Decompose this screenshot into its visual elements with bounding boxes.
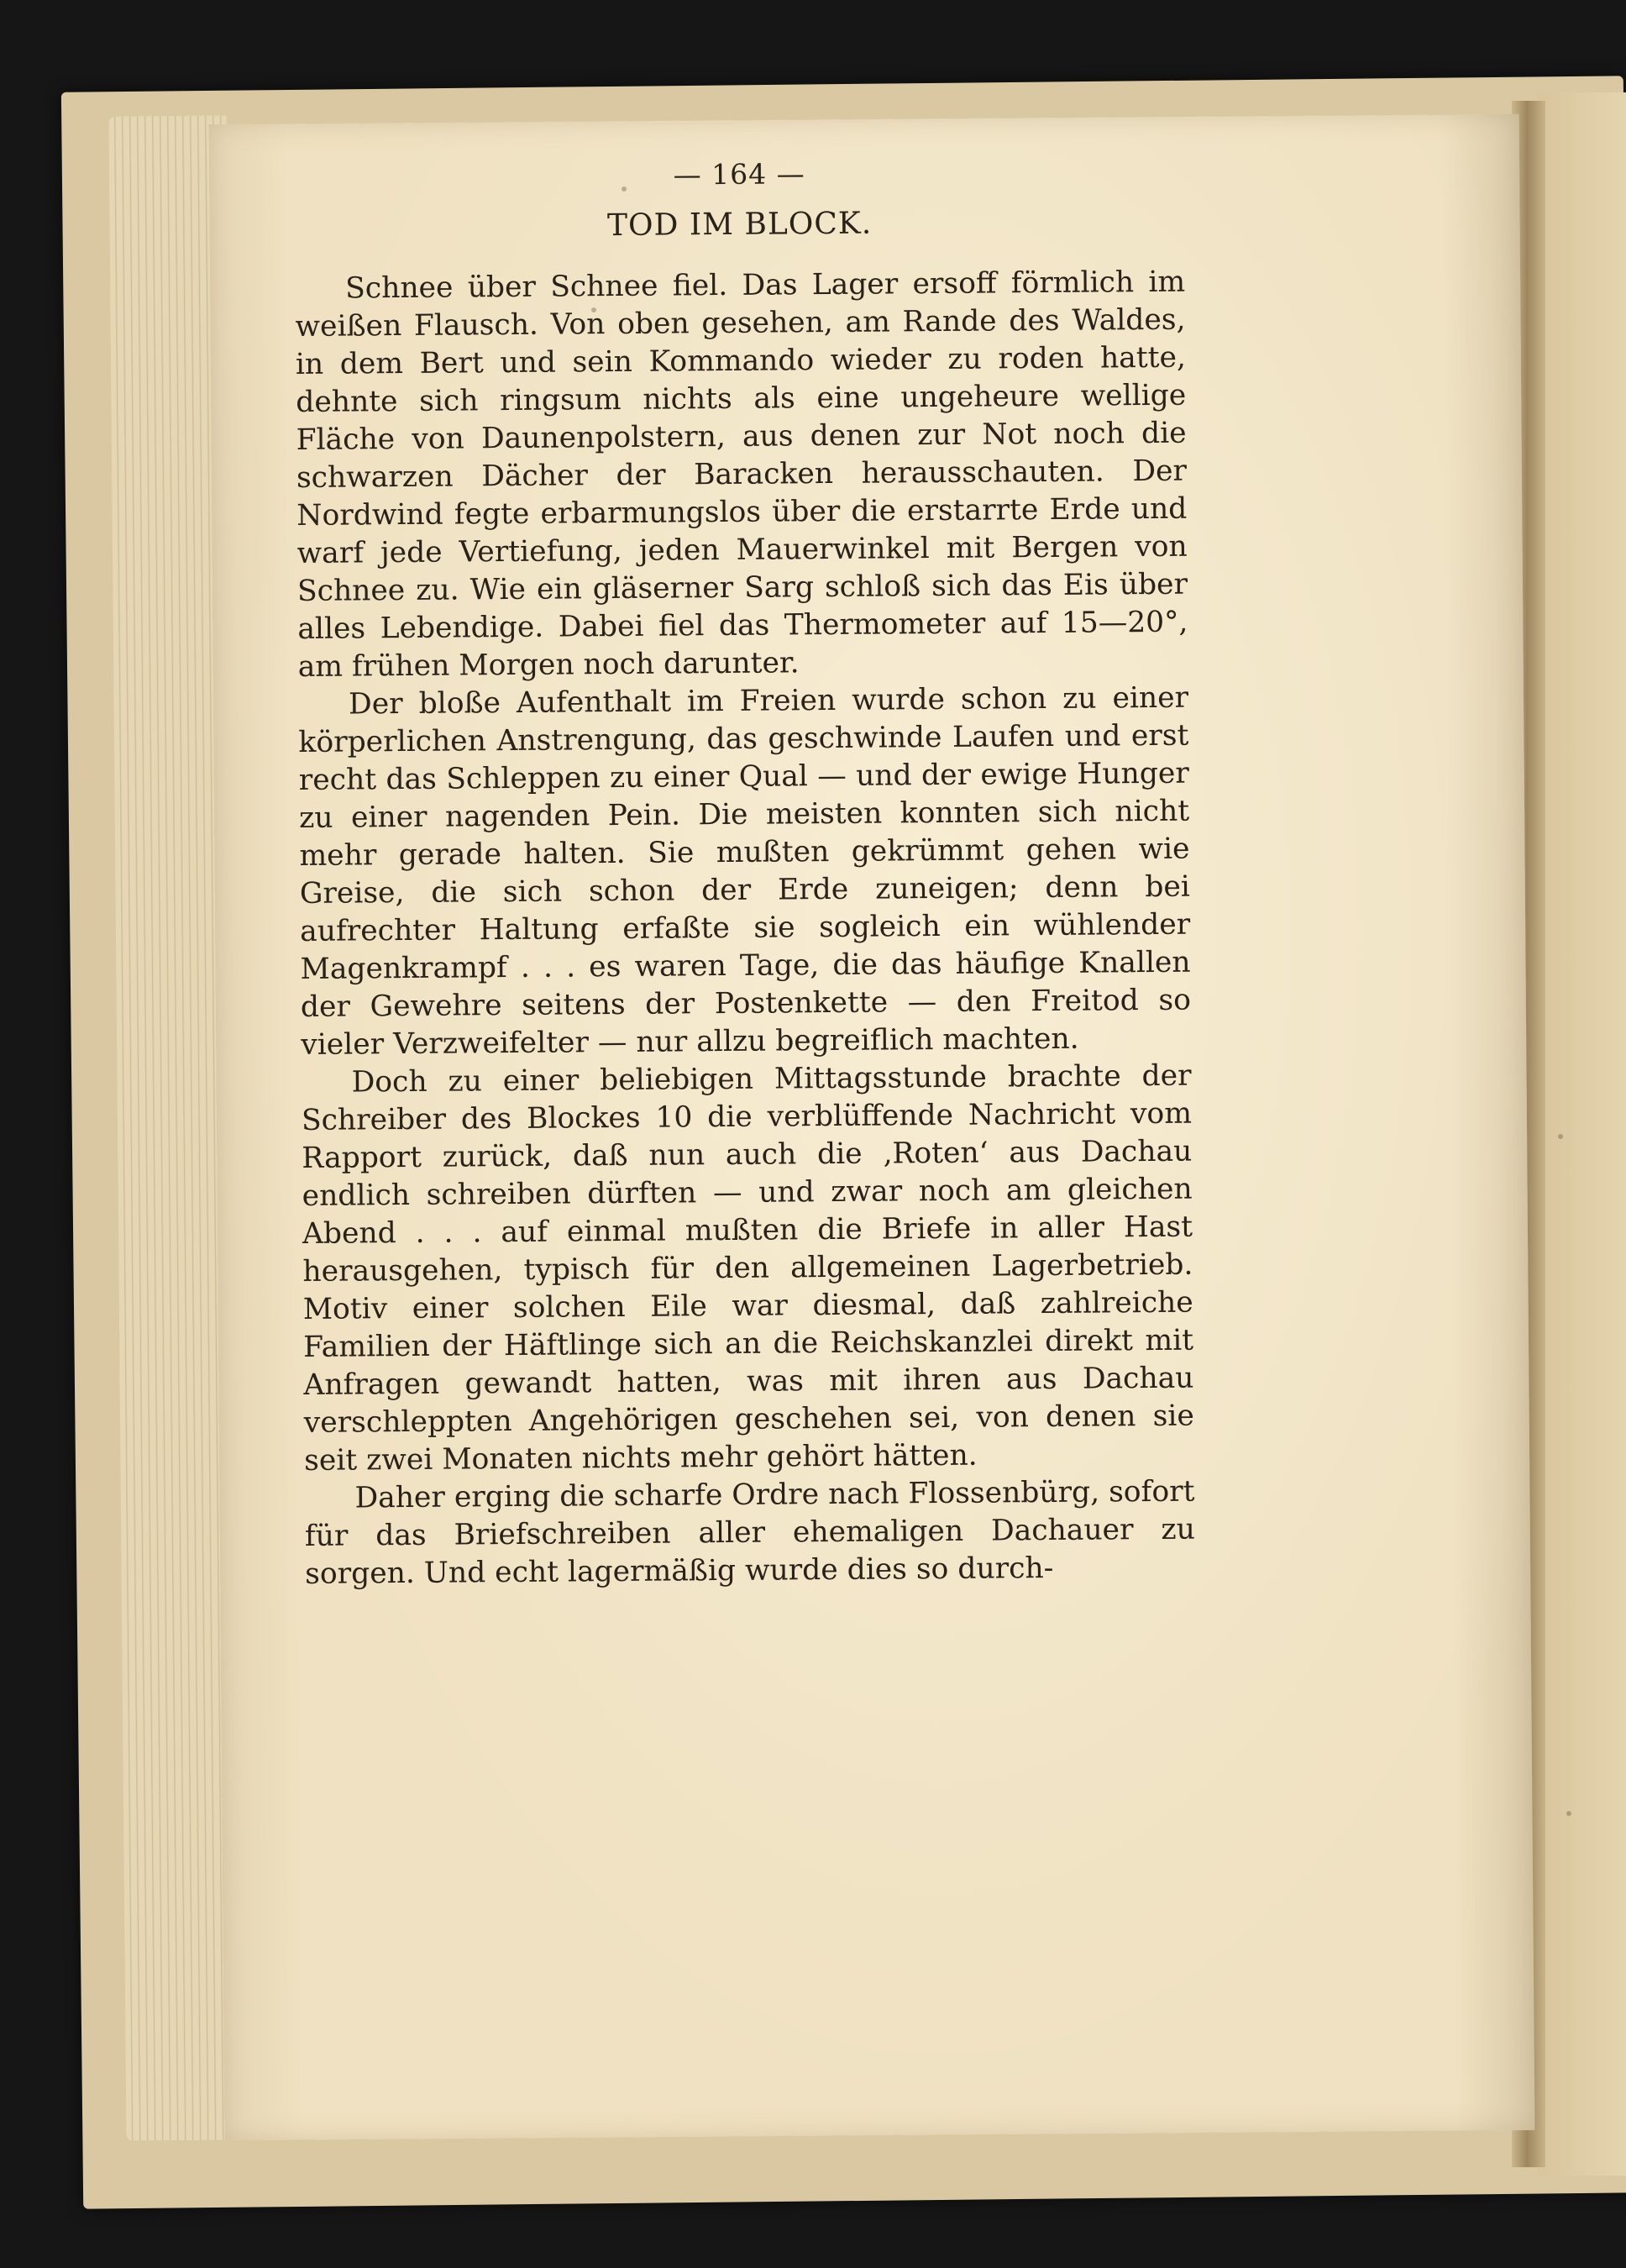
paragraph-2: Der bloße Aufenthalt im Freien wurde schon zu einer körperlichen Anstrengung, das geschwinde Laufen und erst recht das Schleppen zu einer Qual — und der ewige Hunger zu einer nagenden Pein. Die meisten konnten sich nicht mehr gerade halten. Sie mußten gekrümmt gehen wie Greise, die sich schon der Erde zuneigen; denn bei aufrechter Haltung erfaßte sie sogleich ein wühlender Magenkrampf . . . es waren Tage, die das häufige Knallen der Gewehre seitens der Postenkette — den Freitod so vieler Verzweifelter — nur allzu begreiflich machten. [298, 680, 1192, 1062]
paper-speck [1558, 1134, 1563, 1139]
paper-speck [1566, 1811, 1571, 1816]
paragraph-1: Schnee über Schnee fiel. Das Lager ersoff förmlich im weißen Flausch. Von oben gesehen, am Rande des Waldes, in dem Bert und sein Kommando wieder zu roden hatte, dehnte sich ringsum nichts als eine ungeheure wellige Fläche von Daunenpolstern, aus denen zur Not noch die schwarzen Dächer der Baracken herausschauten. Der Nordwind fegte erbarmungslos über die erstarrte Erde und warf jede Vertiefung, jeden Mauerwinkel mit Bergen von Schnee zu. Wie ein gläserner Sarg schloß sich das Eis über alles Lebendige. Dabei fiel das Thermometer auf 15—20°, am frühen Morgen noch darunter. [295, 265, 1188, 684]
page-text-block [294, 153, 1195, 1593]
paragraph-4: Daher erging die scharfe Ordre nach Flossenbürg, sofort für das Briefschreiben aller ehemaligen Dachauer zu sorgen. Und echt lagermäßig wurde dies so durch- [304, 1474, 1195, 1591]
paragraph-3: Doch zu einer beliebigen Mittagsstunde brachte der Schreiber des Blockes 10 die verblüffende Nachricht vom Rapport zurück, daß nun auch die ‚Roten‘ aus Dachau endlich schreiben dürften — und zwar noch am gleichen Abend . . . auf einmal mußten die Briefe in aller Hast herausgehen, typisch für den allgemeinen Lagerbetrieb. Motiv einer solchen Eile war diesmal, daß zahlreiche Familien der Häftlinge sich an die Reichskanzlei direkt mit Anfragen gewandt hatten, was mit ihren aus Dachau verschleppten Angehörigen geschehen sei, von denen sie seit zwei Monaten nichts mehr gehört hätten. [301, 1058, 1194, 1478]
chapter-title: TOD IM BLOCK. [606, 206, 873, 244]
facing-page-edge [1537, 92, 1626, 2176]
page-number: — 164 — [673, 157, 805, 192]
